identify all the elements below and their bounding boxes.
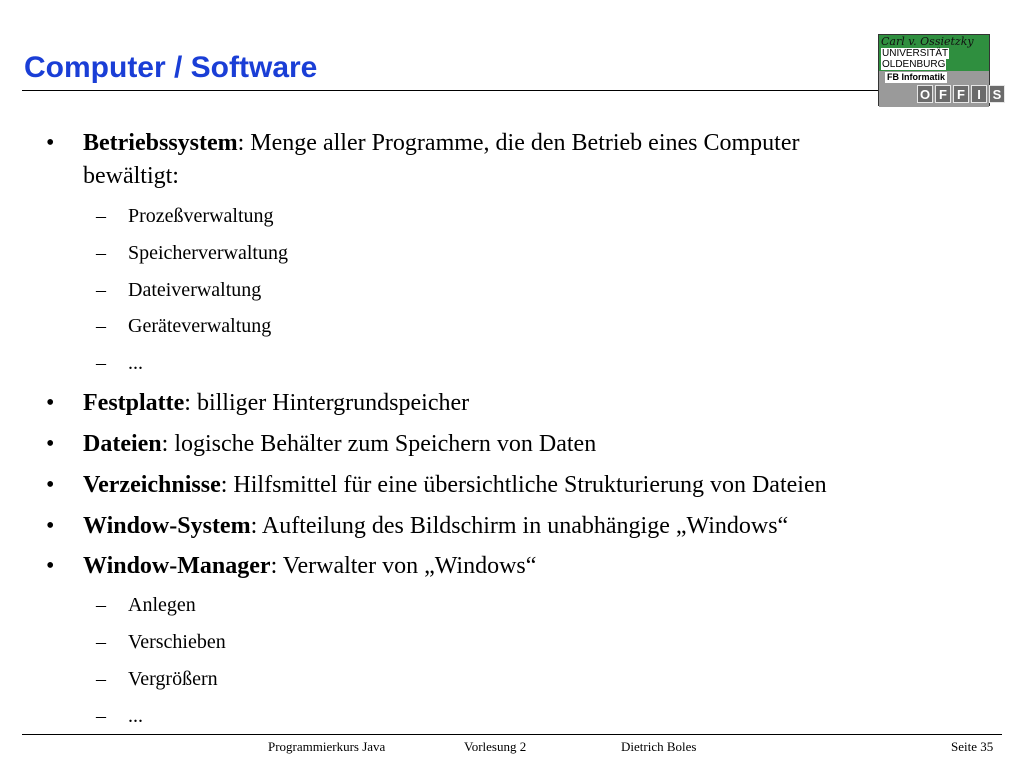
definition-window-system: : Aufteilung des Bildschirm in unabhängige „Windows“ (250, 513, 789, 539)
offis-letter: S (989, 85, 1005, 103)
offis-letter: O (917, 85, 933, 103)
dash-marker: – (96, 631, 106, 653)
definition-betriebssystem: : Menge aller Programme, die den Betrieb eines Computer (237, 130, 800, 156)
bullet-marker: • (46, 553, 55, 579)
term-betriebssystem: Betriebssystem (83, 130, 238, 156)
definition-festplatte: : billiger Hintergrundspeicher (184, 390, 470, 416)
bullet-marker: • (46, 130, 55, 156)
sub-item: ... (128, 705, 143, 727)
sub-item: Prozeßverwaltung (128, 205, 274, 227)
bullet-window-manager (83, 550, 983, 582)
logo-signature: Carl v. Ossietzky (881, 35, 974, 48)
sub-item: Anlegen (128, 594, 196, 616)
bullet-verzeichnisse (83, 469, 983, 501)
dash-marker: – (96, 242, 106, 264)
definition-dateien: : logische Behälter zum Speichern von Daten (161, 431, 597, 457)
sub-item: Verschieben (128, 631, 226, 653)
bullet-festplatte (83, 387, 983, 419)
term-dateien: Dateien (83, 431, 162, 457)
dash-marker: – (96, 279, 106, 301)
logo-department: FB Informatik (887, 72, 946, 82)
bullet-marker: • (46, 513, 55, 539)
term-verzeichnisse: Verzeichnisse (83, 472, 221, 498)
sub-item: Speicherverwaltung (128, 242, 288, 264)
bullet-marker: • (46, 472, 55, 498)
logo-university-line2: OLDENBURG (882, 59, 946, 70)
definition-window-manager: : Verwalter von „Windows“ (270, 553, 537, 579)
dash-marker: – (96, 594, 106, 616)
logo-offis-letters (917, 85, 1005, 103)
footer-author: Dietrich Boles (621, 739, 697, 754)
sub-item: Geräteverwaltung (128, 315, 272, 337)
offis-letter: F (953, 85, 969, 103)
slide-title: Computer / Software (24, 51, 318, 84)
logo-university-line1: UNIVERSITÄT (882, 48, 949, 59)
offis-letter: F (935, 85, 951, 103)
bullet-marker: • (46, 390, 55, 416)
dash-marker: – (96, 668, 106, 690)
title-divider (22, 90, 880, 91)
bullet-dateien (83, 428, 983, 460)
bullet-betriebssystem (83, 127, 983, 159)
dash-marker: – (96, 205, 106, 227)
definition-verzeichnisse: : Hilfsmittel für eine übersichtliche Strukturierung von Dateien (220, 472, 827, 498)
dash-marker: – (96, 352, 106, 374)
dash-marker: – (96, 705, 106, 727)
term-festplatte: Festplatte (83, 390, 185, 416)
term-window-manager: Window-Manager (83, 553, 271, 579)
dash-marker: – (96, 315, 106, 337)
footer-divider (22, 734, 1002, 735)
sub-item: ... (128, 352, 143, 374)
footer-page-number: Seite 35 (951, 739, 994, 754)
sub-item: Dateiverwaltung (128, 279, 262, 301)
sub-item: Vergrößern (128, 668, 218, 690)
term-window-system: Window-System (83, 513, 251, 539)
offis-letter: I (971, 85, 987, 103)
university-offis-logo (878, 34, 1002, 106)
bullet-window-system (83, 510, 983, 542)
footer-course: Programmierkurs Java (268, 739, 386, 754)
bullet-marker: • (46, 431, 55, 457)
footer-lecture: Vorlesung 2 (464, 739, 527, 754)
bullet-betriebssystem-continued: bewältigt: (83, 163, 179, 189)
